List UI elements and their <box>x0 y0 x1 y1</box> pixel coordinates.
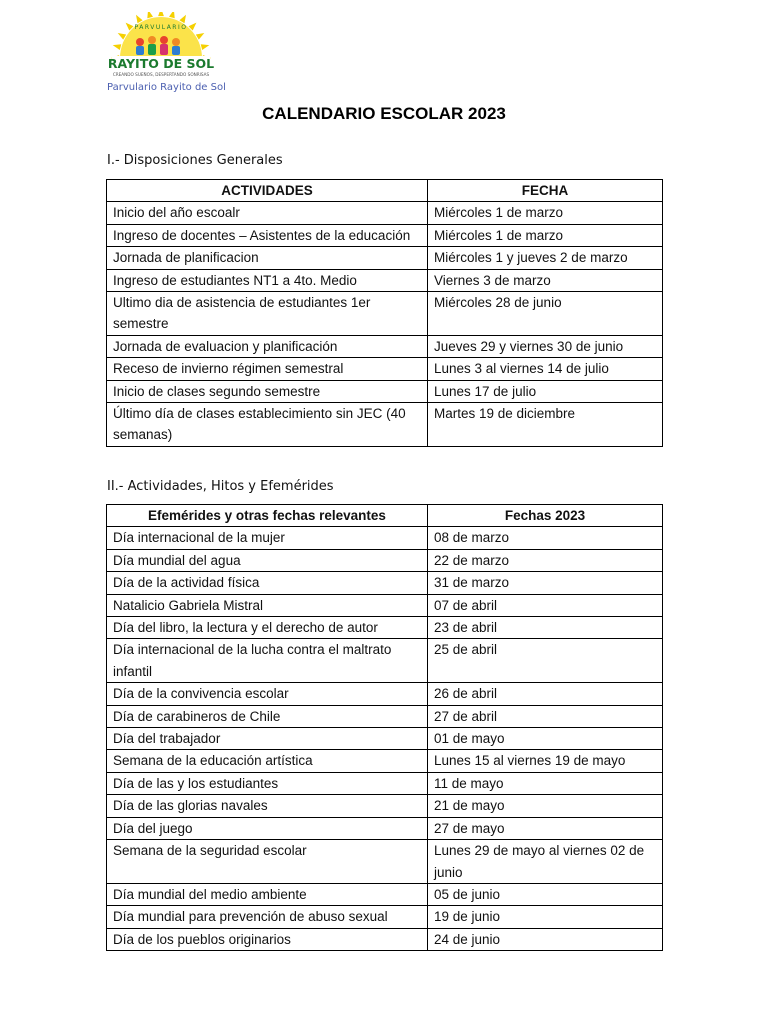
activity-cell: Día mundial del agua <box>107 549 428 571</box>
activity-cell: Día de la actividad física <box>107 572 428 594</box>
date-cell: Miércoles 1 de marzo <box>428 202 663 224</box>
table-row <box>107 683 663 705</box>
date-cell: Lunes 29 de mayo al viernes 02 de junio <box>428 840 663 884</box>
date-cell: 22 de marzo <box>428 549 663 571</box>
table-row <box>107 772 663 794</box>
table-row <box>107 527 663 549</box>
date-cell: 05 de junio <box>428 883 663 905</box>
date-cell: 01 de mayo <box>428 728 663 750</box>
date-cell: 31 de marzo <box>428 572 663 594</box>
sun-ray <box>169 12 175 18</box>
section-heading-disposiciones: I.- Disposiciones Generales <box>107 153 283 168</box>
activity-cell: Día del juego <box>107 817 428 839</box>
logo-slogan: CREANDO SUEÑOS, DESPERTANDO SONRISAS <box>112 72 210 77</box>
activity-cell: Inicio del año escoalr <box>107 202 428 224</box>
activity-cell: Día mundial para prevención de abuso sexual <box>107 906 428 928</box>
activity-cell: Ingreso de docentes – Asistentes de la educación <box>107 224 428 246</box>
date-cell: 21 de mayo <box>428 795 663 817</box>
section-heading-efemerides: II.- Actividades, Hitos y Efemérides <box>107 479 334 494</box>
table-row <box>107 269 663 291</box>
column-header-fecha: FECHA <box>428 180 663 202</box>
date-cell: Martes 19 de diciembre <box>428 403 663 447</box>
activity-cell: Semana de la seguridad escolar <box>107 840 428 884</box>
table-row <box>107 728 663 750</box>
activity-cell: Natalicio Gabriela Mistral <box>107 594 428 616</box>
activity-cell: Día de carabineros de Chile <box>107 705 428 727</box>
table-row <box>107 883 663 905</box>
table-row <box>107 380 663 402</box>
activity-cell: Día de las glorias navales <box>107 795 428 817</box>
date-cell: Lunes 3 al viernes 14 de julio <box>428 358 663 380</box>
table-row <box>107 840 663 884</box>
table-row <box>107 549 663 571</box>
table-row <box>107 639 663 683</box>
activity-cell: Día de las y los estudiantes <box>107 772 428 794</box>
activity-cell: Día de los pueblos originarios <box>107 928 428 950</box>
table-row <box>107 705 663 727</box>
activity-cell: Día del libro, la lectura y el derecho de autor <box>107 617 428 639</box>
table-row <box>107 335 663 357</box>
school-name: Parvulario Rayito de Sol <box>107 82 226 93</box>
table-row <box>107 358 663 380</box>
school-logo <box>106 12 216 84</box>
activity-cell: Día internacional de la mujer <box>107 527 428 549</box>
activity-cell: Día mundial del medio ambiente <box>107 883 428 905</box>
date-cell: 11 de mayo <box>428 772 663 794</box>
date-cell: 24 de junio <box>428 928 663 950</box>
date-cell: Miércoles 28 de junio <box>428 292 663 336</box>
activity-cell: Ingreso de estudiantes NT1 a 4to. Medio <box>107 269 428 291</box>
table-efemerides <box>106 504 663 951</box>
date-cell: 27 de abril <box>428 705 663 727</box>
activity-cell: Día internacional de la lucha contra el maltrato infantil <box>107 639 428 683</box>
table-row <box>107 224 663 246</box>
sun-ray <box>113 44 122 50</box>
date-cell: 26 de abril <box>428 683 663 705</box>
date-cell: 19 de junio <box>428 906 663 928</box>
table-row <box>107 247 663 269</box>
logo-text: RAYITO DE SOL <box>107 56 215 71</box>
date-cell: 23 de abril <box>428 617 663 639</box>
date-cell: Lunes 17 de julio <box>428 380 663 402</box>
table-row <box>107 292 663 336</box>
table-row <box>107 750 663 772</box>
date-cell: Miércoles 1 y jueves 2 de marzo <box>428 247 663 269</box>
activity-cell: Receso de invierno régimen semestral <box>107 358 428 380</box>
table-row <box>107 572 663 594</box>
activity-cell: Día de la convivencia escolar <box>107 683 428 705</box>
table-row <box>107 795 663 817</box>
column-header-fechas-2023: Fechas 2023 <box>428 505 663 527</box>
activity-cell: Ultimo dia de asistencia de estudiantes 1er semestre <box>107 292 428 336</box>
date-cell: Jueves 29 y viernes 30 de junio <box>428 335 663 357</box>
logo-arc-text: PARVULARIO <box>134 24 188 31</box>
sun-ray <box>201 44 210 50</box>
sun-ray <box>147 12 153 18</box>
activity-cell: Inicio de clases segundo semestre <box>107 380 428 402</box>
document-title: CALENDARIO ESCOLAR 2023 <box>262 104 506 123</box>
table-row <box>107 906 663 928</box>
sun-logo-icon <box>106 12 216 84</box>
sun-ray <box>158 12 164 16</box>
column-header-actividades: ACTIVIDADES <box>107 180 428 202</box>
table-row <box>107 617 663 639</box>
date-cell: Viernes 3 de marzo <box>428 269 663 291</box>
table-row <box>107 817 663 839</box>
table-header-row <box>107 505 663 527</box>
date-cell: 07 de abril <box>428 594 663 616</box>
column-header-efemerides: Efemérides y otras fechas relevantes <box>107 505 428 527</box>
date-cell: 27 de mayo <box>428 817 663 839</box>
table-row <box>107 403 663 447</box>
table-header-row <box>107 180 663 202</box>
table-disposiciones-generales <box>106 179 663 447</box>
activity-cell: Último día de clases establecimiento sin JEC (40 semanas) <box>107 403 428 447</box>
table-row <box>107 594 663 616</box>
activity-cell: Semana de la educación artística <box>107 750 428 772</box>
activity-cell: Jornada de planificacion <box>107 247 428 269</box>
date-cell: Lunes 15 al viernes 19 de mayo <box>428 750 663 772</box>
date-cell: 08 de marzo <box>428 527 663 549</box>
date-cell: Miércoles 1 de marzo <box>428 224 663 246</box>
activity-cell: Día del trabajador <box>107 728 428 750</box>
date-cell: 25 de abril <box>428 639 663 683</box>
activity-cell: Jornada de evaluacion y planificación <box>107 335 428 357</box>
table-row <box>107 928 663 950</box>
table-row <box>107 202 663 224</box>
